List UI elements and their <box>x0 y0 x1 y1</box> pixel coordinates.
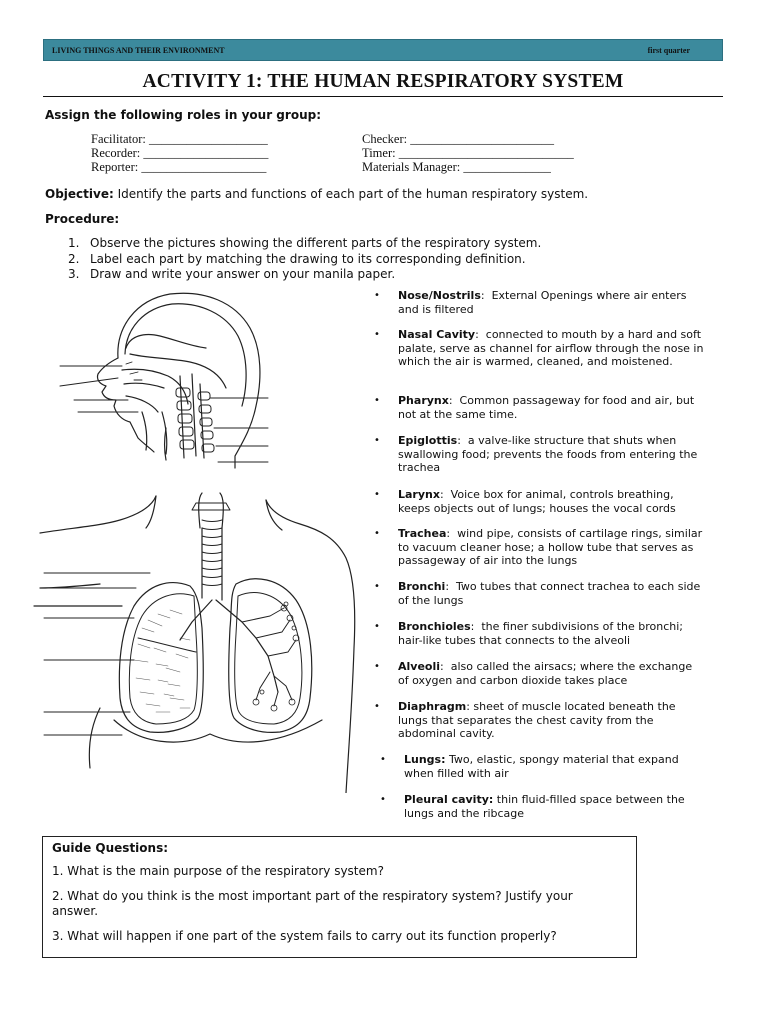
roles-right-column <box>362 132 574 174</box>
respiratory-illustration <box>30 288 370 793</box>
roles-heading: Assign the following roles in your group: <box>45 108 321 122</box>
guide-question: 3. What will happen if one part of the system fails to carry out its function properly? <box>52 929 557 943</box>
bullet-icon: • <box>380 754 386 765</box>
procedure-heading: Procedure: <box>45 212 120 226</box>
bullet-icon: • <box>374 329 380 340</box>
guide-questions-box <box>42 836 637 958</box>
bullet-icon: • <box>374 701 380 712</box>
bullet-icon: • <box>374 621 380 632</box>
procedure-list <box>68 236 541 283</box>
procedure-step: 1. Observe the pictures showing the different parts of the respiratory system. <box>68 236 542 250</box>
guide-question: 1. What is the main purpose of the respiratory system? <box>52 864 384 878</box>
roles-left-column <box>91 132 268 174</box>
head-cross-section-drawing <box>60 293 268 468</box>
bullet-icon: • <box>374 395 380 406</box>
bullet-icon: • <box>374 435 380 446</box>
respiratory-diagrams <box>30 288 370 797</box>
guide-title: Guide Questions: <box>52 841 169 855</box>
role-facilitator: Facilitator: ___________________ <box>91 132 268 146</box>
role-reporter: Reporter: ____________________ <box>91 160 267 174</box>
header-subject: LIVING THINGS AND THEIR ENVIRONMENT <box>52 46 225 55</box>
role-timer: Timer: ____________________________ <box>362 146 574 160</box>
bullet-icon: • <box>380 794 386 805</box>
thorax-lungs-drawing <box>34 493 355 793</box>
title-divider <box>43 96 723 97</box>
objective <box>45 187 588 201</box>
bullet-icon: • <box>374 528 380 539</box>
page-title: ACTIVITY 1: THE HUMAN RESPIRATORY SYSTEM <box>142 71 624 92</box>
header-quarter: first quarter <box>647 46 690 55</box>
role-materials-manager: Materials Manager: ______________ <box>362 160 551 174</box>
header-bar <box>43 39 723 61</box>
objective-text: Identify the parts and functions of each part of the human respiratory system. <box>117 187 589 201</box>
role-checker: Checker: _______________________ <box>362 132 554 146</box>
procedure-step: 2. Label each part by matching the drawing to its corresponding definition. <box>68 251 526 266</box>
guide-question: 2. What do you think is the most important part of the respiratory system? Justify your answer. <box>52 889 573 918</box>
bullet-icon: • <box>374 661 380 672</box>
bullet-icon: • <box>374 489 380 500</box>
role-recorder: Recorder: ____________________ <box>91 146 269 160</box>
procedure-step: 3. Draw and write your answer on your manila paper. <box>68 267 396 281</box>
bullet-icon: • <box>374 581 380 592</box>
objective-label: Objective: <box>45 187 114 201</box>
bullet-icon: • <box>374 290 380 301</box>
